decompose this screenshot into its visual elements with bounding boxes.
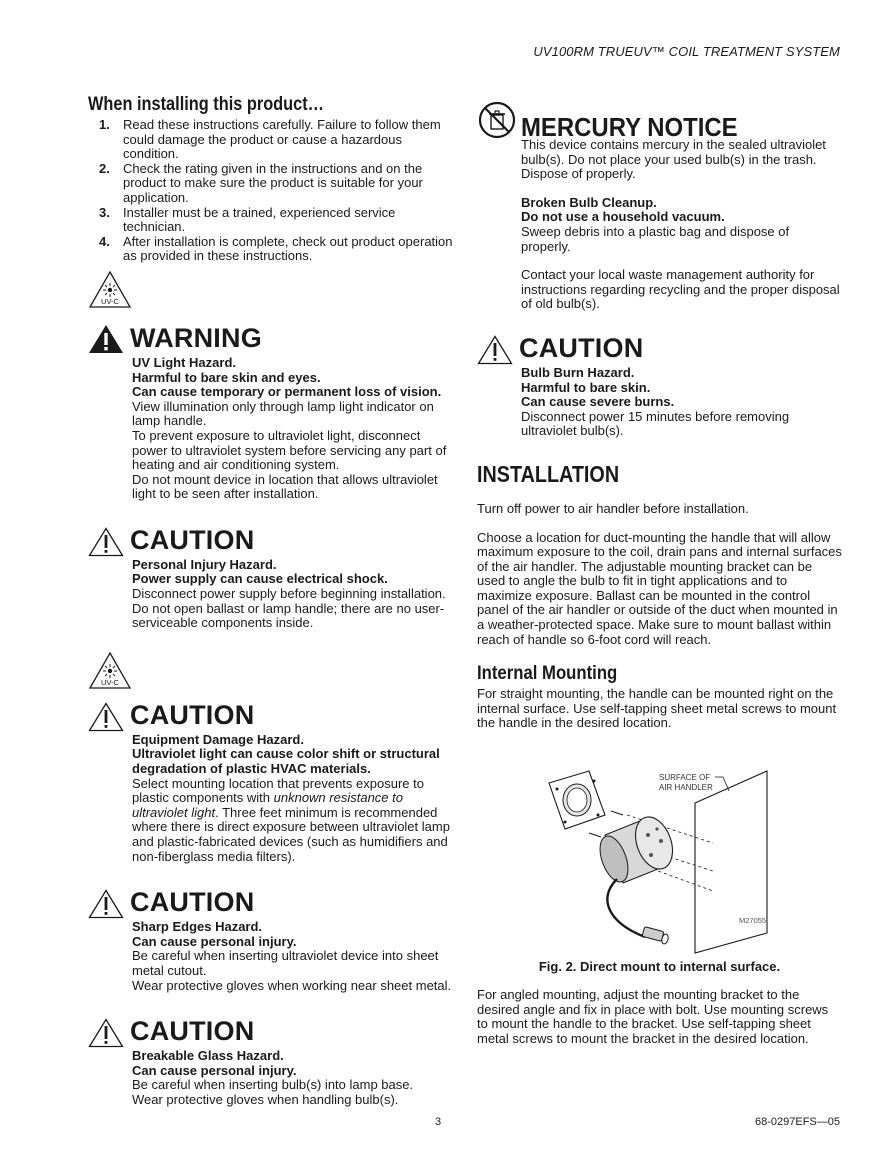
internal-mounting-section (477, 663, 842, 1046)
uvc-label: UV-C (101, 296, 119, 306)
list-item (88, 118, 458, 162)
document-number: 68-0297EFS—05 (755, 1116, 840, 1128)
caution-bold-line: Breakable Glass Hazard. (132, 1048, 284, 1064)
list-item (88, 235, 458, 264)
internal-mounting-paragraph: For straight mounting, the handle can be mounted right on the internal surface. Use self-tapping sheet metal screws to mount the handle in the desired location. (477, 686, 837, 731)
step-number: 2. (99, 160, 110, 176)
caution-triangle-icon (88, 889, 124, 919)
caution-triangle-icon (88, 702, 124, 732)
caution-injury-notice (88, 524, 458, 631)
uvc-hazard-icon (88, 270, 132, 310)
caution-text-italic: unknown resistance to ultraviolet light (132, 790, 403, 820)
caution-title: CAUTION (130, 887, 255, 918)
caution-bold-line: Personal Injury Hazard. (132, 556, 277, 572)
mercury-paragraph: Contact your local waste management authority for instructions regarding recycling and the proper disposal of old bulb(s). (521, 267, 840, 312)
no-trash-icon (477, 100, 517, 140)
warning-line: Do not mount device in location that allows ultraviolet light to be seen after installation. (132, 471, 438, 502)
lamp-handle (595, 812, 680, 886)
install-list-heading: When installing this product… (88, 94, 325, 115)
warning-line: View illumination only through lamp light indicator on lamp handle. (132, 398, 434, 429)
caution-line (132, 777, 458, 865)
caution-bold-line: Harmful to bare skin. (521, 379, 651, 395)
warning-notice (88, 322, 458, 502)
caution-triangle-icon (88, 1018, 124, 1048)
caution-line: Be careful when inserting ultraviolet device into sheet metal cutout. (132, 948, 439, 978)
install-steps-list (88, 118, 458, 264)
step-text: Check the rating given in the instructions and on the product to make sure the product is suitable for your application. (123, 160, 423, 205)
caution-line: Wear protective gloves when handling bulb(s). (132, 1091, 399, 1107)
caution-bold-line: Bulb Burn Hazard. (521, 364, 635, 380)
caution-bold-line: Can cause severe burns. (521, 394, 675, 410)
figure-caption: Fig. 2. Direct mount to internal surface. (538, 959, 781, 975)
uvc-hazard-icon (88, 651, 132, 691)
caution-line: Disconnect power 15 minutes before removing ultraviolet bulb(s). (521, 408, 790, 439)
caution-line: Disconnect power supply before beginning installation. (132, 586, 446, 602)
left-column (88, 94, 458, 1108)
caution-bold-line: Ultraviolet light can cause color shift or structural degradation of plastic HVAC materials. (132, 746, 440, 777)
step-text: Read these instructions carefully. Failure to follow them could damage the product or cause a hazardous condition. (123, 117, 441, 162)
caution-bold-line: Sharp Edges Hazard. (132, 919, 263, 935)
warning-bold-line: Harmful to bare skin and eyes. (132, 369, 321, 385)
right-column (477, 98, 842, 1046)
page-number: 3 (435, 1116, 442, 1128)
internal-mounting-paragraph: For angled mounting, adjust the mounting bracket to the desired angle and fix in place with bolt. Use mounting screws to mount the handle to the bracket. Use self-tapping sheet metal screws to mount the bracket in the desired location. (477, 987, 829, 1046)
step-text: After installation is complete, check out product operation as provided in these instructions. (123, 233, 453, 264)
caution-bold-line: Can cause personal injury. (132, 933, 297, 949)
caution-title: CAUTION (130, 699, 255, 730)
installation-paragraph: Choose a location for duct-mounting the handle that will allow maximum exposure to the coil, drain pans and internal surfaces of the air handler. The adjustable mounting bracket can be used to angle the bulb to fit in tight applications and to maximize exposure. Ballast can be mounted in the control panel of the air handler or outside of the duct when mounted in a weather-protected space. Make sure to mount ballast within reach of handle so 6-foot cord will reach. (477, 529, 842, 647)
caution-title: CAUTION (130, 1016, 255, 1047)
step-number: 1. (99, 117, 110, 132)
figure-label-surface: SURFACE OF (659, 773, 711, 783)
caution-bold-line: Equipment Damage Hazard. (132, 731, 304, 747)
caution-glass-notice (88, 1015, 458, 1107)
internal-mounting-heading: Internal Mounting (477, 663, 618, 685)
figure-code: M27055 (739, 916, 767, 926)
installation-heading: INSTALLATION (477, 460, 620, 487)
caution-title: CAUTION (130, 524, 255, 555)
list-item (88, 206, 458, 235)
caution-edges-notice (88, 886, 458, 993)
mercury-paragraph: This device contains mercury in the sealed ultraviolet bulb(s). Do not place your used bulb(s) in the trash. Dispose of properly. (521, 137, 826, 182)
installation-section (477, 461, 842, 647)
direct-mount-figure (477, 763, 842, 963)
warning-title: WARNING (130, 322, 262, 353)
step-number: 3. (99, 204, 110, 220)
warning-bold-line: UV Light Hazard. (132, 354, 237, 370)
step-text: Installer must be a trained, experienced service technician. (123, 204, 396, 235)
warning-line: To prevent exposure to ultraviolet light, disconnect power to ultraviolet system before servicing any part of heating and air conditioning system. (132, 427, 447, 473)
mercury-bold-line: Broken Bulb Cleanup. (521, 194, 657, 210)
caution-text-after: . Three feet minimum is recommended where there is direct exposure between ultraviolet lamp and plastic-fabricated devices (such as humidifiers and non-fiberglass media filters). (132, 804, 450, 864)
running-header: UV100RM TRUEUV™ COIL TREATMENT SYSTEM (533, 44, 840, 59)
caution-line: Do not open ballast or lamp handle; there are no user-serviceable components inside. (132, 600, 445, 631)
caution-line: Wear protective gloves when working near sheet metal. (132, 977, 452, 993)
mercury-title: MERCURY NOTICE (521, 112, 738, 142)
uvc-label: UV-C (101, 677, 119, 687)
list-item (88, 162, 458, 206)
caution-burn-notice (477, 332, 842, 439)
warning-triangle-icon (88, 324, 124, 354)
mercury-paragraph: Sweep debris into a plastic bag and dispose of properly. (521, 223, 790, 254)
caution-line: Be careful when inserting bulb(s) into lamp base. (132, 1077, 414, 1093)
cord-connector (642, 927, 669, 945)
gasket-plate (549, 771, 605, 829)
caution-equipment-notice (88, 699, 458, 864)
mercury-notice (477, 98, 842, 312)
caution-bold-line: Power supply can cause electrical shock. (132, 571, 388, 587)
caution-triangle-icon (477, 335, 513, 365)
caution-bold-line: Can cause personal injury. (132, 1062, 297, 1078)
step-number: 4. (99, 233, 110, 249)
figure-label-air-handler: AIR HANDLER (659, 783, 713, 793)
caution-text-before: Select mounting location that prevents exposure to plastic components with (132, 775, 424, 806)
mercury-bold-line: Do not use a household vacuum. (521, 209, 725, 225)
installation-paragraph: Turn off power to air handler before installation. (477, 500, 749, 516)
warning-bold-line: Can cause temporary or permanent loss of vision. (132, 384, 442, 400)
caution-title: CAUTION (519, 332, 644, 363)
caution-triangle-icon (88, 527, 124, 557)
